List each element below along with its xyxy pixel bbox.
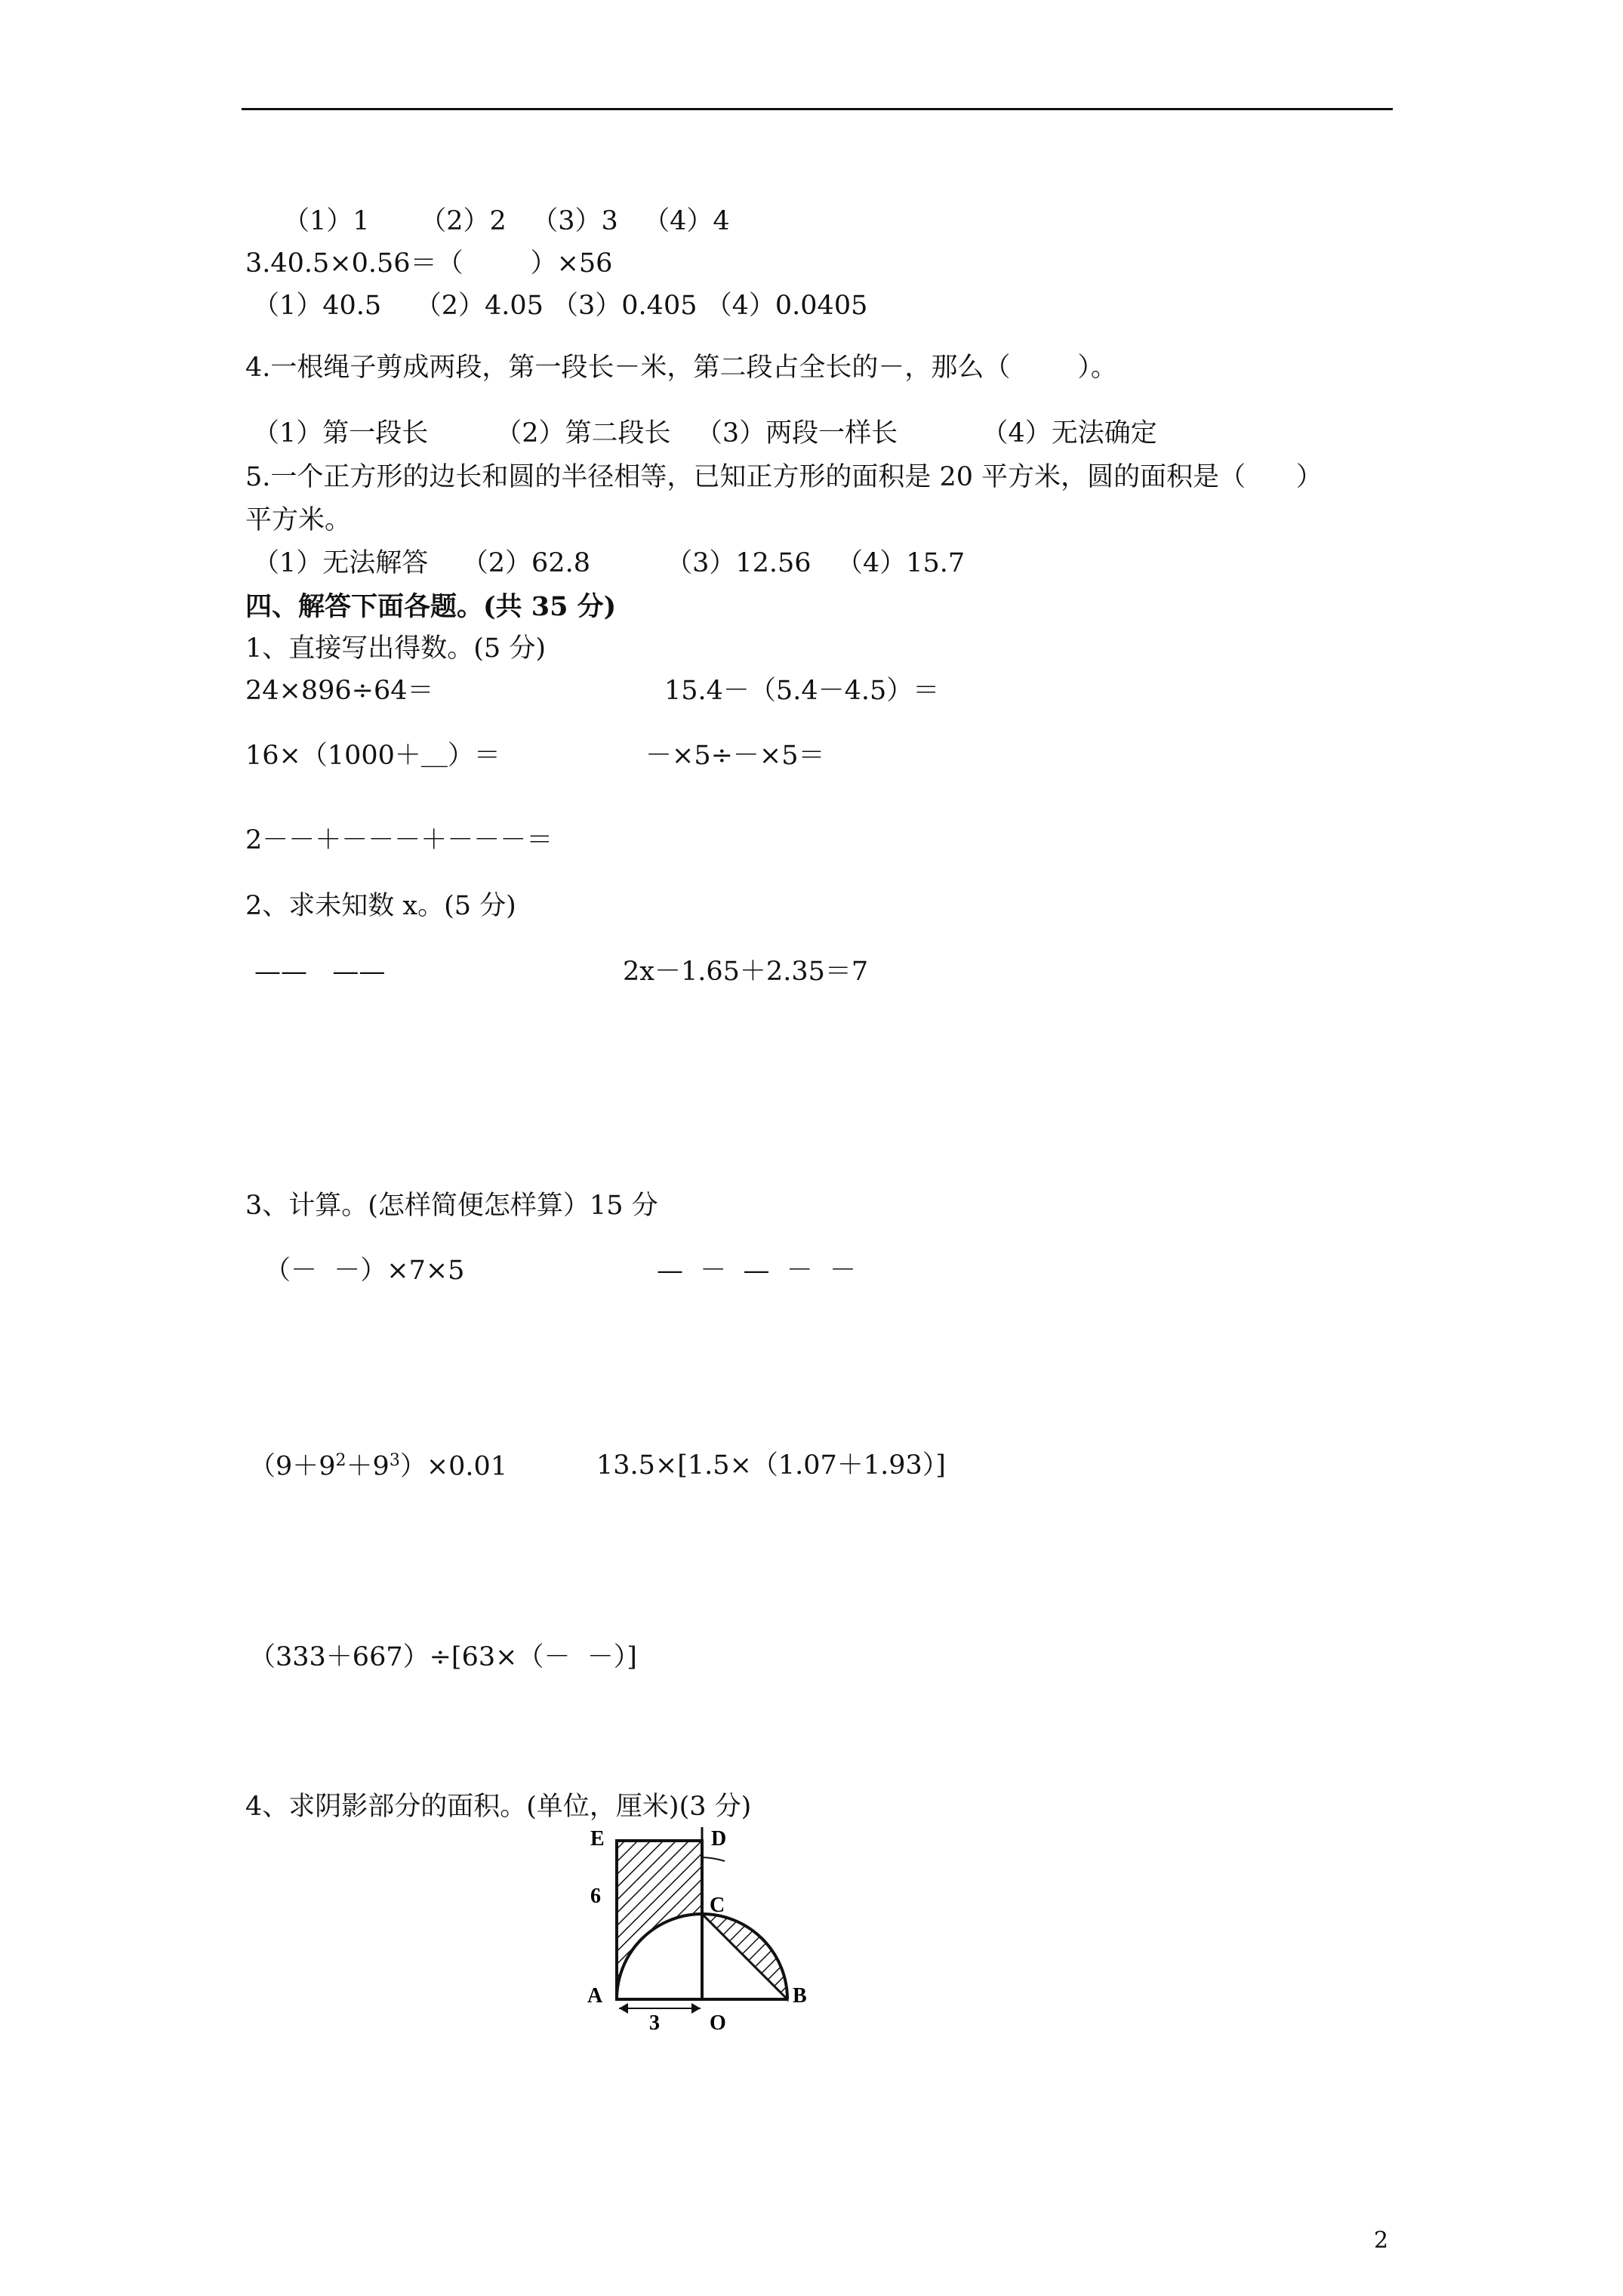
q5-question-line1: 5.一个正方形的边长和圆的半径相等，已知正方形的面积是 20 平方米，圆的面积是（ ） [245, 462, 1323, 492]
header-rule [242, 108, 1393, 110]
label-d: D [711, 1827, 727, 1851]
q2-options: （1）1 （2）2 （3）3 （4）4 [283, 206, 730, 236]
label-side: 6 [590, 1885, 601, 1908]
shaded-area-figure [574, 1827, 845, 2039]
page-number: 2 [1374, 2227, 1389, 2254]
shaded-region-left [617, 1841, 702, 1999]
part1-expr1: 24×896÷64＝ [245, 676, 434, 706]
part3-expr3: $(9+9^2+9^3)\times 0.01$ [249, 1451, 508, 1482]
part1-expr3: 16×（1000＋＿）＝ [245, 741, 500, 771]
part1-title: 1、直接写出得数。(5 分) [245, 633, 546, 664]
part3-expr5: （333＋667）÷[63×（－ －）] [249, 1642, 637, 1672]
part3-expr4: 13.5×[1.5×（1.07＋1.93）] [596, 1450, 946, 1481]
q3-options: （1）40.5 （2）4.05 （3）0.405 （4）0.0405 [253, 291, 868, 321]
part3-expr1: （－ －）×7×5 [264, 1256, 465, 1286]
part3-expr2: — － — － － [657, 1256, 857, 1286]
part2-expr1: —— —— [254, 957, 386, 987]
label-b: B [793, 1984, 807, 2008]
q3-question: 3.40.5×0.56＝（ ）×56 [245, 248, 613, 279]
section4-heading: 四、解答下面各题。(共 35 分) [245, 591, 617, 622]
label-c: C [710, 1894, 725, 1917]
part1-expr5: 2－－＋－－－＋－－－＝ [245, 825, 553, 855]
q4-options: （1）第一段长 （2）第二段长 （3）两段一样长 （4）无法确定 [253, 418, 1157, 448]
part2-title: 2、求未知数 x。(5 分) [245, 891, 516, 921]
label-e: E [590, 1827, 605, 1851]
q5-question-line2: 平方米。 [245, 505, 352, 535]
shaded-region-right [702, 1914, 787, 1999]
part1-expr2: 15.4－（5.4－4.5）＝ [664, 676, 940, 706]
part4-title: 4、求阴影部分的面积。(单位，厘米)(3 分) [245, 1792, 752, 1822]
q4-question: 4.一根绳子剪成两段，第一段长－米，第二段占全长的－，那么（ ）。 [245, 353, 1117, 383]
q5-options: （1）无法解答 （2）62.8 （3）12.56 （4）15.7 [253, 548, 965, 578]
part3-title: 3、计算。(怎样简便怎样算）15 分 [245, 1191, 658, 1221]
part1-expr4: －×5÷－×5＝ [645, 741, 825, 771]
label-o: O [710, 2011, 726, 2035]
label-a: A [587, 1984, 603, 2008]
part2-expr2: 2x－1.65＋2.35＝7 [623, 957, 869, 987]
label-base: 3 [649, 2011, 660, 2035]
